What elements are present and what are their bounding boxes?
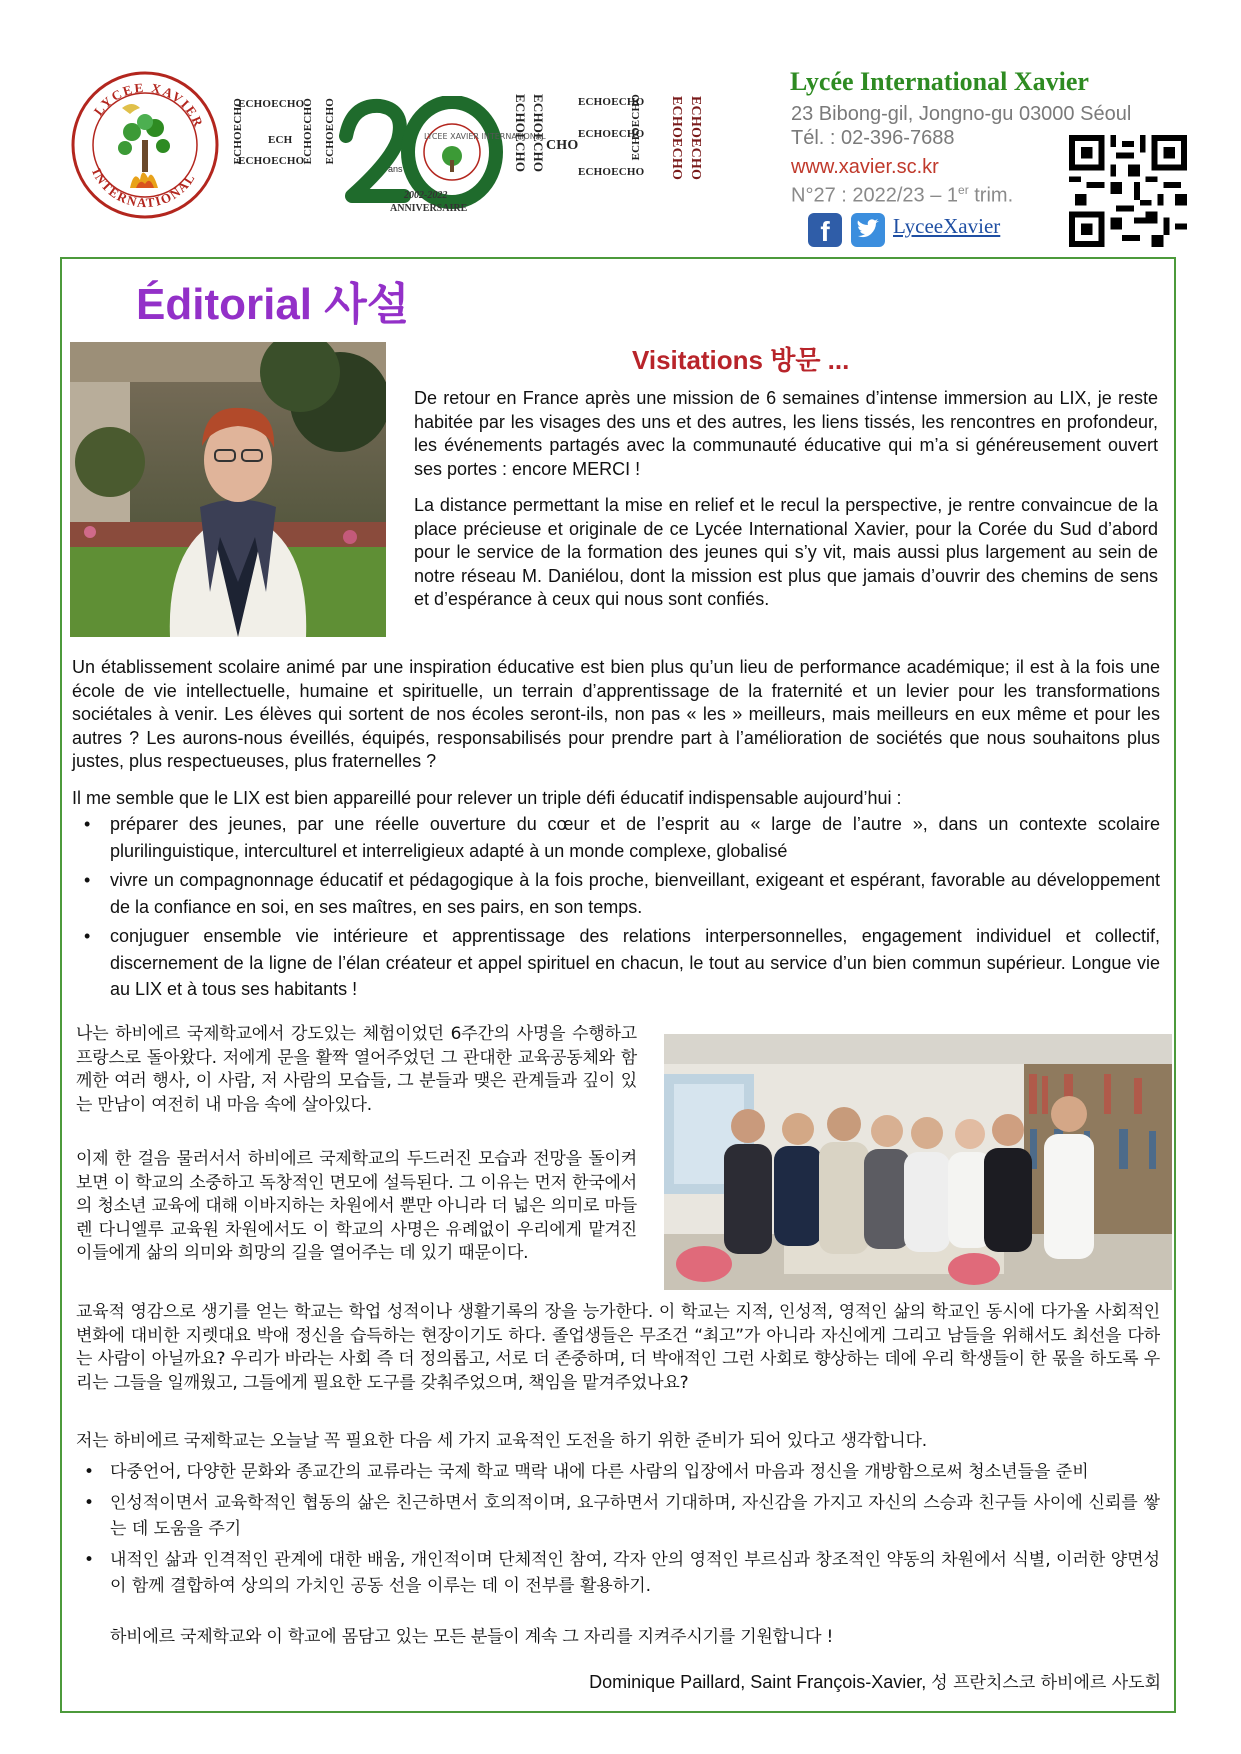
ans-label: ans — [388, 164, 403, 174]
echo-word: ECHOECHO — [669, 96, 684, 181]
social-handle-link[interactable]: LyceeXavier — [893, 214, 1001, 238]
twitter-icon[interactable] — [851, 213, 885, 247]
svg-text:INTERNATIONAL: INTERNATIONAL — [89, 165, 199, 211]
author-portrait-graphic — [70, 342, 386, 637]
echo-word: ECHOECHO — [578, 96, 645, 108]
fr-bullet-item: • vivre un compagnonnage éducatif et pédagogique à la fois proche, bienveillant, exigeant et espérant, favorable au développement de la confiance en soi, en ses maîtres, en ses pairs, en son temps. — [72, 867, 1160, 920]
ko-bullet-item: • 다중언어, 다양한 문화와 종교간의 교류라는 국제 학교 맥락 내에 다른 사람의 입장에서 마음과 정신을 개방함으로써 청소년들을 준비 — [72, 1459, 1160, 1486]
anniversary-label: ANNIVERSAIRE — [390, 203, 468, 214]
fr-paragraph-4: Il me semble que le LIX est bien appareillé pour relever un triple défi éducatif indispensable aujourd’hui : — [72, 788, 902, 808]
echo-word: ECHOECHO — [232, 98, 244, 165]
issue-sup: er — [958, 183, 969, 197]
fr-bullet-item: • conjuguer ensemble vie intérieure et apprentissage des relations interpersonnelles, engagement individuel et collectif, discernement de la ligne de l’élan créateur et appel spirituel en chacun, le tout au service d’un bien commun supérieur. Longue vie au LIX et à tous ses habitants ! — [72, 923, 1160, 1003]
page-title: Éditorial 사설 — [136, 280, 410, 329]
article-subtitle: Visitations 방문 ... — [632, 345, 850, 375]
ko-closing: 하비에르 국제학교와 이 학교에 몸담고 있는 모든 분들이 계속 그 자리를 지켜주시기를 기원합니다 ! — [110, 1627, 834, 1647]
school-logo — [70, 70, 220, 220]
ko-bullet-item: • 내적인 삶과 인격적인 관계에 대한 배움, 개인적이며 단체적인 참여, 각자 안의 영적인 부르심과 창조적인 약동의 차원에서 식별, 이러한 양면성이 함께 결합하여 상의의 가치인 공동 선을 이루는 데 이 전부를 활용하기. — [72, 1547, 1160, 1600]
qr-code — [1068, 135, 1188, 247]
ko-paragraph-4: 저는 하비에르 국제학교는 오늘날 꼭 필요한 다음 세 가지 교육적인 도전을 하기 위한 준비가 되어 있다고 생각합니다. — [76, 1431, 927, 1451]
group-photo-graphic — [664, 1034, 1172, 1290]
school-logo-graphic — [70, 70, 220, 220]
school-website[interactable]: www.xavier.sc.kr — [791, 156, 939, 178]
issue-suffix: trim. — [968, 184, 1014, 207]
echo-word: ECHOECHO — [688, 96, 703, 181]
ko-paragraph-2: 이제 한 걸음 물러서서 하비에르 국제학교의 두드러진 모습과 전망을 돌이켜 보면 이 학교의 소중하고 독창적인 면모에 설득된다. 그 이유는 먼저 한국에서의 청소년 교육에 대해 이바지하는 차원에서 뿐만 아니라 더 넓은 의미로 마들렌 다니엘루 교육원 차원에서도 이 학교의 사명은 유례없이 우리에게 맡겨진 이들에게 삶의 의미와 희망의 길을 열어주는 데 있기 때문이다. — [76, 1149, 637, 1263]
echo-word: ECHOECHO — [578, 166, 645, 178]
fr-bullet-item: • préparer des jeunes, par une réelle ouverture du cœur et de l’esprit au « large de l’autre », dans un contexte scolaire plurilinguistique, interculturel et interreligieux adapté à un monde complexe, globalisé — [72, 811, 1160, 864]
school-phone: Tél. : 02-396-7688 — [791, 127, 955, 149]
signature — [589, 1668, 1161, 1693]
fr-paragraph-3: Un établissement scolaire animé par une inspiration éducative est bien plus qu’un lieu de performance académique; il est à la fois une école de vie intellectuelle, humaine et spirituelle, un terrain d’apprentissage de la fraternité et un levier pour les transformations sociétales à venir. Les élèves qui sortent de nos écoles seront-ils, non pas « les » meilleurs, mais meilleurs en eux même et pour les autres ? Les aurons-nous éveillés, équipés, responsabilisés pour prendre part à l’amélioration de sociétés que nous souhaitons plus justes, plus respectueuses, plus fraternelles ? — [72, 657, 1160, 771]
echo-cho: CHO — [546, 138, 579, 153]
facebook-icon[interactable]: f — [808, 213, 842, 247]
issue-prefix: N°27 : 2022/23 – 1 — [791, 184, 959, 207]
echo-word: ECHOECHO — [513, 94, 528, 173]
fr-paragraph-2: La distance permettant la mise en relief et le recul la perspective, je rentre convaincue de la place précieuse et originale de ce Lycée International Xavier, pour la Corée du Sud d’abord pour le service de la formation des jeunes qui s’y vit, mais aussi plus largement au sein de notre réseau M. Daniélou, dont la mission est plus que jamais d’ouvrir des chemins de sens et d’espérance à ceux qui nous sont confiés. — [414, 495, 1158, 609]
echo-anniversary-banner — [232, 92, 772, 240]
echo-word: ECHOECHO — [238, 155, 305, 167]
fr-paragraph-1: De retour en France après une mission de 6 semaines d’intense immersion au LIX, je reste habitée par les visages des uns et des autres, les liens tissés, les rencontres en profondeur, les événements partagés avec la communauté éducative qui m’a si généreusement ouvert ses portes : encore MERCI ! — [414, 388, 1158, 479]
echo-word: ECHOECHO — [578, 128, 645, 140]
group-photo — [664, 1034, 1172, 1290]
anniversary-years: 2002-2022 — [404, 190, 448, 201]
ko-bullet-item: • 인성적이면서 교육학적인 협동의 삶은 친근하면서 호의적이며, 요구하면서 기대하며, 자신감을 가지고 자신의 스승과 친구들 사이에 신뢰를 쌓는 데 도움을 주기 — [72, 1490, 1160, 1543]
echo-short: ECH — [268, 134, 293, 146]
echo-word: ECHOECHO — [302, 98, 314, 165]
author-portrait-photo — [70, 342, 386, 637]
twitter-bird-graphic — [851, 213, 885, 247]
echo-word: ECHOECHO — [531, 94, 546, 173]
issue-number — [791, 183, 1013, 208]
ko-paragraph-3: 교육적 영감으로 생기를 얻는 학교는 학업 성적이나 생활기록의 장을 능가한다. 이 학교는 지적, 인성적, 영적인 삶의 학교인 동시에 다가올 사회적인 변화에 대비한 지렛대요 박애 정신을 습득하는 현장이기도 하다. 졸업생들은 무조건 “최고”가 아니라 자신에게 그리고 남들을 위해서도 최선을 다하는 사람이 아닐까요? 우리가 바라는 사회 즉 더 정의롭고, 서로 더 존중하며, 더 박애적인 그런 사회로 향상하는 데에 우리 학생들이 한 몫을 하도록 우리는 그들을 일깨웠고, 그들에게 필요한 도구를 갖춰주었으며, 책임을 맡겨주었나요? — [76, 1302, 1160, 1393]
echo-word: ECHOECHO — [630, 94, 642, 161]
signature-ko: 성 프란치스코 하비에르 사도회 — [931, 1673, 1161, 1693]
ko-paragraph-1: 나는 하비에르 국제학교에서 강도있는 체험이었던 6주간의 사명을 수행하고 프랑스로 돌아왔다. 저에게 문을 활짝 열어주었던 그 관대한 교육공동체와 함께한 여러 행사, 이 사람, 저 사람의 모습들, 그 분들과 맺은 관계들과 깊이 있는 만남이 여전히 내 마음 속에 살아있다. — [76, 1024, 637, 1115]
echo-word: ECHOECHO — [238, 98, 305, 110]
seal-label: LYCEE XAVIER INTERNATIONAL — [424, 132, 546, 141]
qr-code-graphic — [1068, 135, 1188, 247]
school-address: 23 Bibong-gil, Jongno-gu 03000 Séoul — [791, 103, 1132, 125]
fr-bullet-list — [72, 811, 1160, 1006]
echo-word: ECHOECHO — [324, 98, 336, 165]
ko-bullet-list — [72, 1459, 1160, 1604]
school-name: Lycée International Xavier — [790, 67, 1089, 96]
signature-fr: Dominique Paillard, Saint François-Xavier, — [589, 1672, 932, 1692]
svg-text:LYCEE XAVIER: LYCEE XAVIER — [90, 79, 207, 131]
